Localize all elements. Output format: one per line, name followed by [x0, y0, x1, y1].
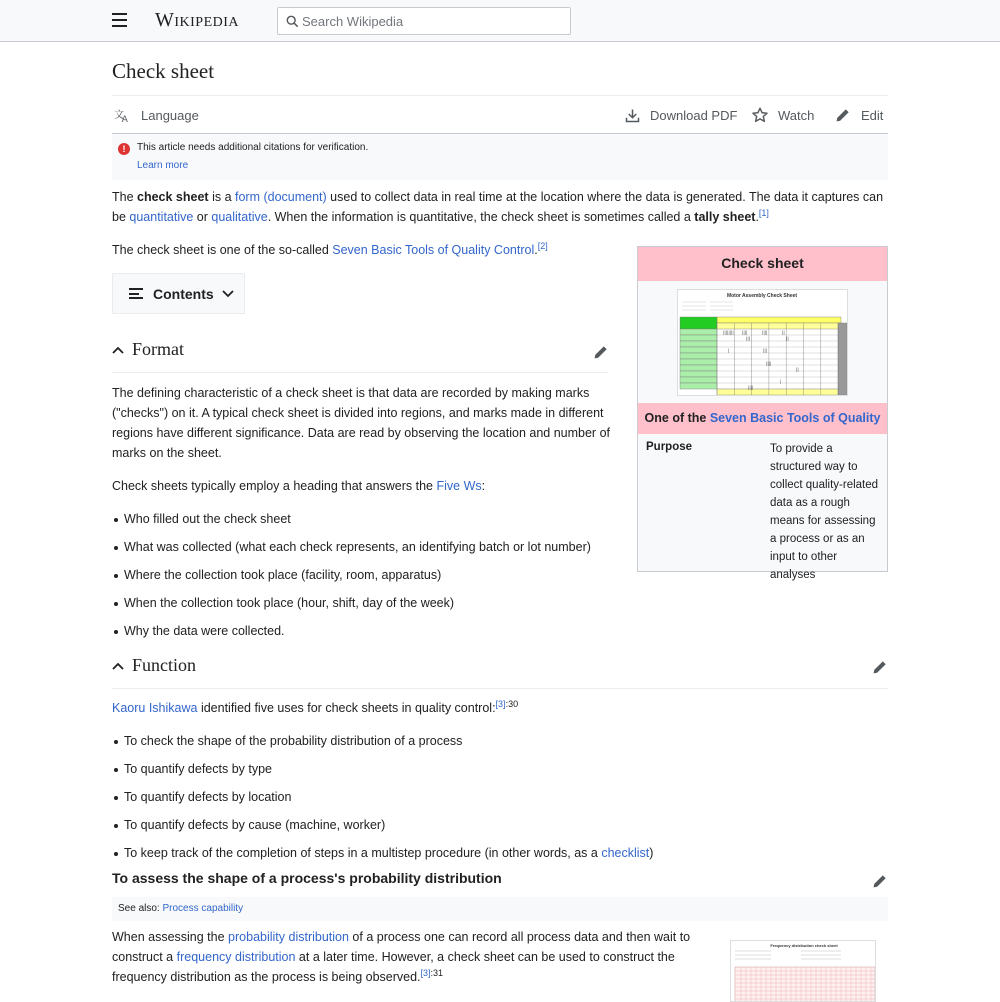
wikipedia-logo[interactable]: Wikipedia [155, 9, 240, 31]
list-icon [129, 288, 143, 299]
list-item: Why the data were collected. [112, 623, 612, 651]
download-icon [625, 108, 640, 123]
list-item: To check the shape of the probability distribution of a process [112, 733, 888, 761]
title-divider [112, 95, 888, 96]
frequency-sheet-illustration [731, 941, 876, 1002]
svg-text:||: || [796, 367, 799, 372]
link-kaoru-ishikawa[interactable]: Kaoru Ishikawa [112, 701, 198, 715]
term-tally-sheet: tally sheet [694, 210, 756, 224]
svg-text:|: | [780, 379, 782, 384]
watch-label: Watch [778, 107, 815, 123]
pencil-icon [835, 107, 851, 123]
link-seven-basic-tools[interactable]: Seven Basic Tools of Quality Control [332, 243, 535, 257]
list-item: To quantify defects by type [112, 761, 888, 789]
svg-text:||||: |||| [762, 330, 768, 335]
thumb2-title: Frequency distribution check sheet [770, 943, 838, 948]
chevron-up-icon [112, 346, 124, 354]
page-number: :30 [505, 698, 519, 709]
tools-paragraph [112, 240, 632, 260]
list-item: To quantify defects by cause (machine, worker) [112, 817, 888, 845]
reference-3[interactable]: [3] [420, 967, 431, 978]
edit-function-pencil-icon[interactable] [872, 659, 888, 675]
text: . When the information is quantitative, the check sheet is sometimes called a [267, 210, 695, 224]
purpose-label: Purpose [646, 441, 693, 453]
page-number: :31 [430, 967, 444, 978]
link-qualitative[interactable]: qualitative [211, 210, 268, 224]
language-label: Language [141, 107, 199, 123]
svg-text:|||: ||| [746, 336, 751, 341]
uses-list [112, 733, 888, 873]
svg-text:文: 文 [114, 109, 125, 121]
format-heading: Format [132, 339, 184, 359]
watch-button[interactable] [752, 106, 814, 124]
link-checklist[interactable]: checklist [601, 846, 650, 860]
format-divider [112, 372, 608, 373]
list-item: Where the collection took place (facility, room, apparatus) [112, 567, 612, 595]
svg-text:A: A [121, 113, 128, 123]
contents-label: Contents [153, 285, 214, 302]
svg-text:||||: |||| [742, 330, 748, 335]
page-title: Check sheet [112, 59, 215, 83]
link-seven-basic-tools-of-quality[interactable]: Seven Basic Tools of Quality [709, 411, 881, 425]
chevron-down-icon [222, 290, 234, 298]
list-item: When the collection took place (hour, shift, day of the week) [112, 595, 612, 623]
infobox-title: Check sheet [638, 247, 887, 281]
svg-text:||||||||: |||||||| [723, 330, 734, 335]
language-button[interactable] [114, 106, 199, 124]
search-input[interactable] [300, 11, 566, 31]
svg-text:||||: |||| [748, 385, 754, 390]
link-process-capability[interactable]: Process capability [162, 903, 244, 914]
subsection-heading-assess: To assess the shape of a process's probability distribution [112, 870, 502, 886]
see-also-label: See also: [118, 903, 163, 914]
link-probability-distribution[interactable]: probability distribution [228, 930, 349, 944]
image-title: Motor Assembly Check Sheet [726, 293, 798, 299]
infobox-caption [638, 403, 887, 434]
site-header [0, 0, 1000, 42]
search-box[interactable] [277, 7, 571, 35]
edit-label: Edit [861, 107, 884, 123]
translate-icon [114, 108, 131, 123]
text: of a process one can record all process data and then wait to construct a [112, 930, 691, 964]
ishikawa-paragraph [112, 698, 888, 718]
warning-icon: ! [118, 143, 130, 155]
reference-2[interactable]: [2] [537, 240, 548, 251]
text: : [481, 479, 486, 493]
svg-text:||: || [786, 336, 789, 341]
citation-notice [112, 134, 888, 180]
text: ) [649, 846, 654, 860]
text: . [755, 210, 759, 224]
function-divider [112, 688, 888, 689]
search-icon [286, 15, 299, 28]
link-frequency-distribution[interactable]: frequency distribution [176, 950, 296, 964]
see-also-hatnote [112, 897, 888, 921]
download-label: Download PDF [650, 107, 738, 123]
list-item: Who filled out the check sheet [112, 511, 612, 539]
link-five-ws[interactable]: Five Ws [436, 479, 482, 493]
check-sheet-illustration [678, 290, 847, 395]
svg-text:|: | [728, 348, 730, 353]
section-heading-function[interactable] [112, 655, 196, 676]
text: The [112, 190, 138, 204]
edit-format-pencil-icon[interactable] [593, 344, 609, 360]
text: at a later time. However, a check sheet can be used to construct the frequency distribution as the process is being observed. [112, 950, 675, 984]
main-menu-button[interactable] [112, 13, 127, 27]
term-check-sheet: check sheet [137, 190, 209, 204]
format-paragraph: The defining characteristic of a check sheet is that data are recorded by making marks ("checks") on it. A typical check sheet is divided into regions, and marks made in different regions have different significance. Data are read by observing the location and number of marks on the sheet. [112, 386, 610, 460]
infobox [637, 246, 888, 581]
notice-message: This article needs additional citations for verification. [137, 142, 369, 153]
text: used to collect data in real time at the location where the data is generated. The data it captures can be [112, 190, 884, 224]
reference-1[interactable]: [1] [758, 207, 769, 218]
svg-text:||: || [782, 330, 785, 335]
text: The check sheet is one of the so-called [112, 243, 333, 257]
text: Check sheets typically employ a heading that answers the [112, 479, 437, 493]
link-form-document[interactable]: form (document) [235, 190, 327, 204]
purpose-value: To provide a structured way to collect quality-related data as a rough means for assessing a process or as an input to other analyses [770, 443, 879, 581]
link-quantitative[interactable]: quantitative [129, 210, 194, 224]
chevron-up-icon [112, 662, 124, 670]
text: . [534, 243, 538, 257]
assess-paragraph [112, 927, 692, 987]
five-ws-list [112, 511, 612, 651]
learn-more-link[interactable]: Learn more [137, 160, 189, 171]
edit-assess-pencil-icon[interactable] [872, 873, 888, 889]
list-item: To quantify defects by location [112, 789, 888, 817]
svg-text:||||: |||| [766, 361, 772, 366]
text: When assessing the [112, 930, 229, 944]
download-pdf-button[interactable] [625, 106, 737, 124]
list-item [112, 845, 888, 873]
frequency-distribution-check-sheet-image[interactable] [730, 940, 876, 1002]
contents-toggle[interactable] [112, 273, 245, 314]
text: To keep track of the completion of steps in a multistep procedure (in other words, as a [124, 846, 602, 860]
section-heading-format[interactable] [112, 339, 184, 360]
text: is a [208, 190, 235, 204]
star-icon [752, 107, 768, 123]
check-sheet-image[interactable] [677, 289, 848, 396]
text: identified five uses for check sheets in quality control: [197, 701, 496, 715]
five-ws-paragraph [112, 476, 612, 496]
text: One of the [644, 411, 710, 425]
list-item: What was collected (what each check represents, an identifying batch or lot number) [112, 539, 612, 567]
intro-paragraph [112, 187, 888, 227]
svg-text:|||: ||| [763, 348, 768, 353]
reference-3[interactable]: [3] [495, 698, 506, 709]
function-heading: Function [132, 655, 197, 675]
edit-button[interactable] [835, 106, 883, 124]
text: or [193, 210, 212, 224]
